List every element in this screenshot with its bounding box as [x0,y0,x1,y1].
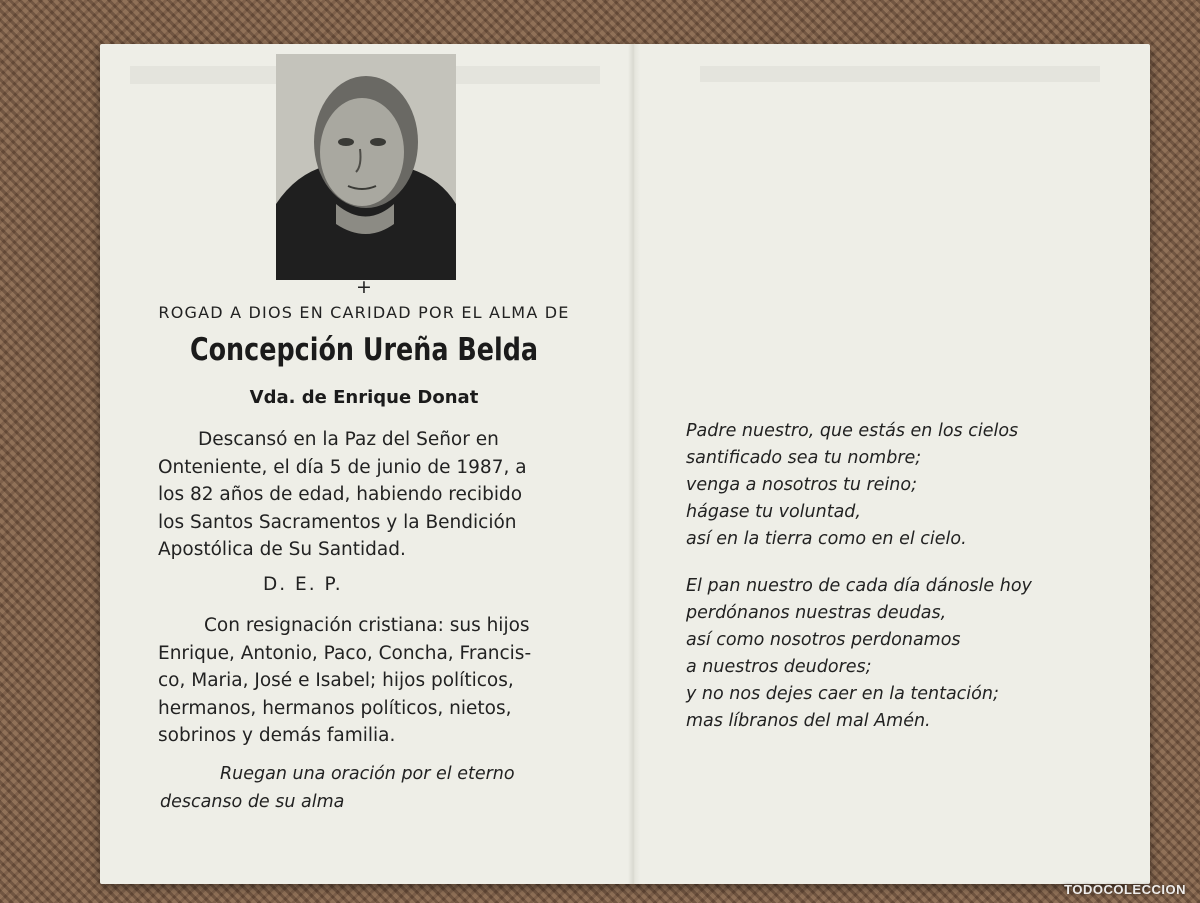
prayer-caption: ROGAD A DIOS EN CARIDAD POR EL ALMA DE [158,303,570,322]
watermark-logo: TODOCOLECCION [1064,882,1186,897]
closing-request [160,760,570,816]
family-line: hermanos, hermanos políticos, nietos, [158,697,512,719]
prayer-line: El pan nuestro de cada día dánosle hoy [686,576,1032,596]
prayer-stanza-2 [686,573,1116,735]
rip-text: D. E. P. [263,574,343,595]
memorial-card [100,44,1150,884]
prayer-line: y no nos dejes caer en la tentación; [686,684,999,704]
notice-line: Descansó en la Paz del Señor en [198,429,499,450]
family-line: Con resignación cristiana: sus hijos [204,615,530,636]
notice-line: los 82 años de edad, habiendo recibido [158,484,523,505]
closing-line: Ruegan una oración por el eterno [220,764,515,784]
card-fold [628,44,640,884]
widow-subtitle: Vda. de Enrique Donat [249,387,479,408]
notice-line: Onteniente, el día 5 de junio de 1987, a [158,456,527,478]
prayer-line: Padre nuestro, que estás en los cielos [686,421,1019,441]
prayer-line: así como nosotros perdonamos [686,630,961,650]
death-notice-paragraph [158,426,566,564]
portrait-photo [276,54,456,280]
cross-symbol: + [356,276,372,298]
family-line: co, Maria, José e Isabel; hijos políticos, [158,670,514,691]
family-line: Enrique, Antonio, Paco, Concha, Francis- [158,642,532,664]
prayer-line: mas líbranos del mal Amén. [686,711,931,731]
deceased-name: Concepción Ureña Belda [189,332,539,368]
notice-line: Apostólica de Su Santidad. [158,539,406,560]
right-panel [640,44,1150,884]
notice-line: los Santos Sacramentos y la Bendición [158,511,517,533]
prayer-line: santificado sea tu nombre; [686,448,922,468]
prayer-line: hágase tu voluntad, [686,502,861,522]
prayer-line: venga a nosotros tu reino; [686,475,917,495]
closing-line: descanso de su alma [160,792,345,812]
prayer-line: perdónanos nuestras deudas, [686,603,947,623]
family-line: sobrinos y demás familia. [158,725,396,746]
family-paragraph [158,612,568,750]
prayer-line: así en la tierra como en el cielo. [686,529,967,549]
prayer-stanza-1 [686,418,1116,553]
prayer-line: a nuestros deudores; [686,657,872,677]
left-panel [100,44,628,884]
our-father-prayer [686,418,1116,755]
